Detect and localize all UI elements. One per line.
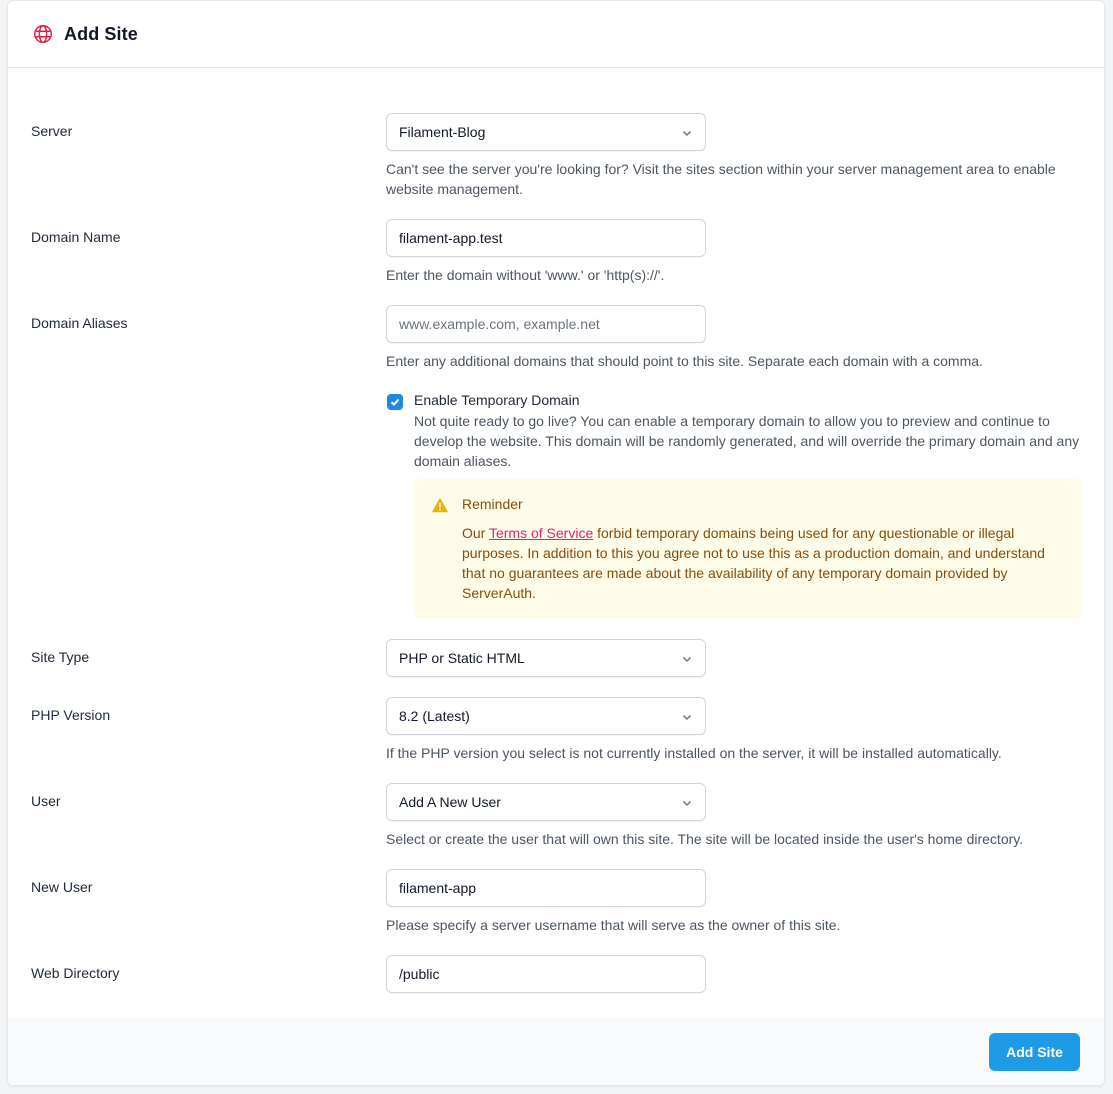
- site-type-label: Site Type: [31, 649, 90, 665]
- site-type-select[interactable]: [386, 639, 706, 677]
- domain-name-input[interactable]: [399, 230, 705, 246]
- domain-aliases-help: Enter any additional domains that should point to this site. Separate each domain with a comma.: [386, 353, 983, 369]
- domain-name-field[interactable]: [386, 219, 706, 257]
- chevron-down-icon: [681, 711, 693, 723]
- php-version-help: If the PHP version you select is not currently installed on the server, it will be installed automatically.: [386, 745, 1002, 761]
- php-version-label: PHP Version: [31, 707, 111, 723]
- user-label: User: [31, 793, 61, 809]
- user-select-value: Add A New User: [399, 794, 501, 810]
- domain-aliases-field[interactable]: [386, 305, 706, 343]
- new-user-field[interactable]: [386, 869, 706, 907]
- warning-icon: [431, 496, 449, 514]
- reminder-alert: [414, 479, 1082, 619]
- reminder-text-after: forbid temporary domains being used for any questionable or illegal purposes. In addition to this you agree not to use this as a production domain, and understand that no guarantees are made about the availability of any temporary domain provided by ServerAuth.: [462, 525, 1045, 601]
- chevron-down-icon: [681, 653, 693, 665]
- globe-icon: [32, 23, 54, 45]
- user-help: Select or create the user that will own this site. The site will be located inside the user's home directory.: [386, 831, 1024, 847]
- add-site-button[interactable]: Add Site: [989, 1033, 1080, 1071]
- site-type-select-value: PHP or Static HTML: [399, 650, 525, 666]
- server-select-value: Filament-Blog: [399, 124, 486, 140]
- temporary-domain-label[interactable]: Enable Temporary Domain: [414, 392, 580, 408]
- reminder-body: [462, 523, 1062, 603]
- new-user-help: Please specify a server username that will serve as the owner of this site.: [386, 917, 841, 933]
- domain-aliases-label: Domain Aliases: [31, 315, 128, 331]
- check-icon: [389, 396, 401, 408]
- card-footer: [8, 1017, 1104, 1085]
- web-directory-field[interactable]: [386, 955, 706, 993]
- chevron-down-icon: [681, 797, 693, 809]
- server-help: Can't see the server you're looking for? Visit the sites section within your server management area to enable website management.: [386, 161, 1056, 197]
- terms-of-service-link[interactable]: Terms of Service: [488, 525, 594, 541]
- user-select[interactable]: [386, 783, 706, 821]
- reminder-title: Reminder: [462, 496, 523, 512]
- add-site-card: [7, 0, 1105, 1086]
- page-title: Add Site: [64, 23, 138, 44]
- php-version-select-value: 8.2 (Latest): [399, 708, 470, 724]
- domain-aliases-input[interactable]: [399, 316, 705, 332]
- new-user-label: New User: [31, 879, 93, 895]
- web-directory-label: Web Directory: [31, 965, 120, 981]
- web-directory-input[interactable]: [399, 966, 705, 982]
- php-version-select[interactable]: [386, 697, 706, 735]
- temporary-domain-checkbox[interactable]: [387, 394, 403, 410]
- domain-name-label: Domain Name: [31, 229, 121, 245]
- server-select[interactable]: [386, 113, 706, 151]
- reminder-text-before: Our: [462, 525, 489, 541]
- domain-name-help: Enter the domain without 'www.' or 'http(s)://'.: [386, 267, 665, 283]
- temporary-domain-description: Not quite ready to go live? You can enable a temporary domain to allow you to preview and continue to develop the website. This domain will be randomly generated, and will override the primary domain and any domain aliases.: [414, 413, 1080, 469]
- chevron-down-icon: [681, 127, 693, 139]
- new-user-input[interactable]: [399, 880, 705, 896]
- server-label: Server: [31, 123, 73, 139]
- card-header: [8, 1, 1104, 68]
